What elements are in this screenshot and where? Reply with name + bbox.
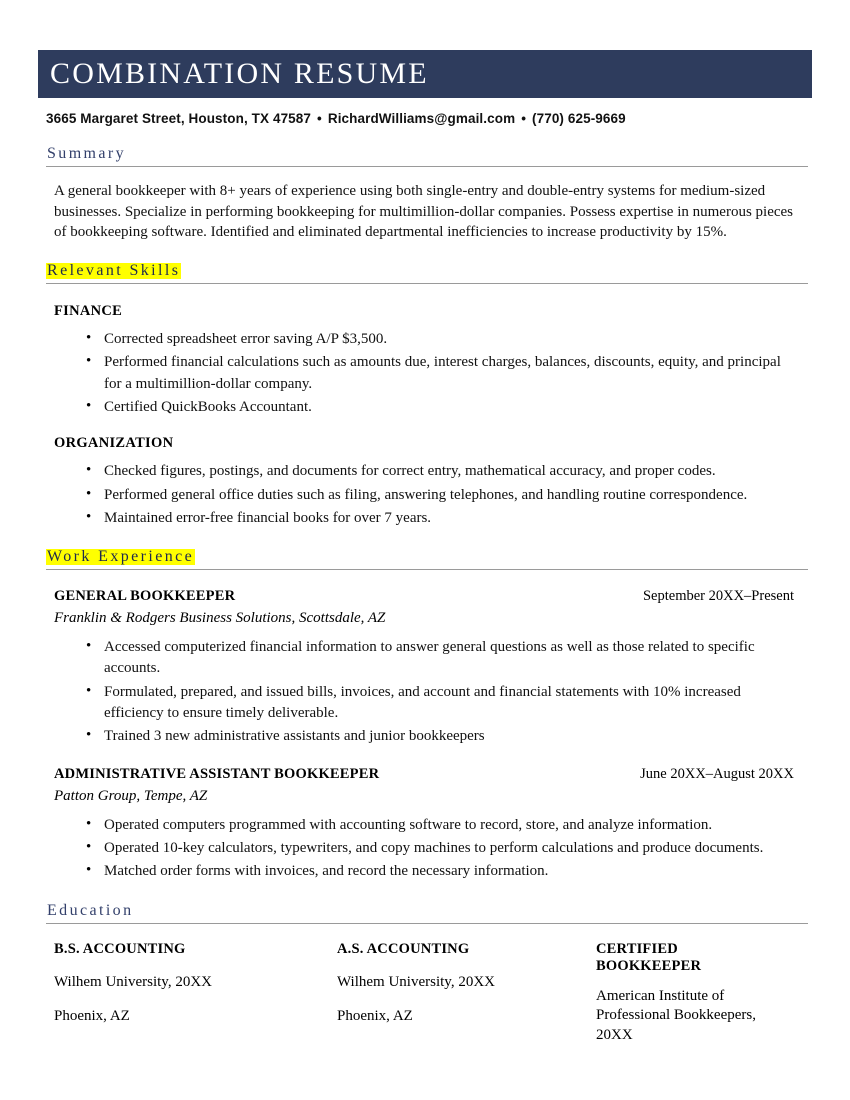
list-item: • Checked figures, postings, and documents for correct entry, mathematical accuracy, and proper codes. <box>54 461 794 482</box>
job-header-row <box>54 766 794 783</box>
list-item: • Operated 10-key calculators, typewriters, and copy machines to perform calculations and produce documents. <box>54 838 794 859</box>
section-heading-label: Work Experience <box>47 548 195 566</box>
contact-separator-1: • <box>317 111 322 126</box>
section-heading-work-experience <box>46 549 808 570</box>
education-degree: A.S. ACCOUNTING <box>337 940 470 957</box>
contact-email[interactable]: RichardWilliams@gmail.com <box>327 111 516 126</box>
section-heading-relevant-skills <box>46 263 808 284</box>
section-relevant-skills <box>38 263 812 529</box>
section-heading-label: Education <box>47 901 134 919</box>
education-entry <box>596 941 794 1046</box>
education-degree: CERTIFIED BOOKKEEPER <box>596 940 702 974</box>
skill-bullet-list <box>54 329 794 418</box>
education-entry <box>54 941 337 1046</box>
education-grid <box>54 941 794 1046</box>
job-company: Patton Group, Tempe, AZ <box>54 787 208 804</box>
contact-address: 3665 Margaret Street, Houston, TX 47587 <box>46 111 312 126</box>
summary-paragraph: A general bookkeeper with 8+ years of experience using both single-entry and double-entry systems for medium-sized businesses. Specialize in performing bookkeeping for multimillion-dollar companies. Possess expertise in numerous pieces of bookkeeping software. Identified and eliminated departmental inefficiencies to increase productivity by 15%. <box>54 183 794 241</box>
relevant-skills-body <box>46 303 808 529</box>
section-education <box>38 903 812 1046</box>
list-item: • Certified QuickBooks Accountant. <box>54 397 794 418</box>
list-item: • Performed financial calculations such as amounts due, interest charges, balances, discounts, equity, and principal for a multimillion-dollar company. <box>54 352 794 395</box>
skill-group-title: ORGANIZATION <box>54 435 174 452</box>
summary-body <box>46 181 808 243</box>
list-item: • Corrected spreadsheet error saving A/P $3,500. <box>54 329 794 350</box>
job-dates: September 20XX–Present <box>642 588 794 605</box>
name-banner <box>38 50 812 98</box>
list-item: • Formulated, prepared, and issued bills, invoices, and account and financial statements with 10% increased efficiency to ensure timely deliverable. <box>54 682 794 725</box>
list-item: • Accessed computerized financial information to answer general questions as well as those related to specific accounts. <box>54 637 794 680</box>
contact-phone: (770) 625-9669 <box>532 111 626 126</box>
job-title: ADMINISTRATIVE ASSISTANT BOOKKEEPER <box>54 765 380 782</box>
education-institution: Wilhem University, 20XX <box>54 973 212 990</box>
list-item: • Operated computers programmed with accounting software to record, store, and analyze information. <box>54 815 794 836</box>
skill-group-title: FINANCE <box>54 303 123 320</box>
education-location: Phoenix, AZ <box>54 1008 130 1025</box>
job-header-row <box>54 588 794 605</box>
list-item: • Matched order forms with invoices, and record the necessary information. <box>54 861 794 882</box>
contact-line <box>38 111 812 126</box>
section-summary <box>38 146 812 243</box>
list-item: • Maintained error-free financial books for over 7 years. <box>54 508 794 529</box>
section-heading-education <box>46 903 808 924</box>
contact-separator-2: • <box>521 111 527 126</box>
job-bullet-list <box>54 637 794 747</box>
work-experience-body <box>46 588 808 882</box>
job-entry <box>54 588 794 747</box>
job-bullet-list <box>54 815 794 883</box>
skill-group <box>54 435 794 529</box>
education-institution: Wilhem University, 20XX <box>337 973 495 990</box>
section-heading-label: Relevant Skills <box>47 262 181 280</box>
education-location: Phoenix, AZ <box>337 1008 413 1025</box>
skill-group <box>54 303 794 418</box>
section-heading-label: Summary <box>47 145 127 162</box>
list-item: • Performed general office duties such as filing, answering telephones, and handling routine correspondence. <box>54 485 794 506</box>
section-work-experience <box>38 549 812 882</box>
skill-bullet-list <box>54 461 794 529</box>
education-entry <box>337 941 596 1046</box>
education-institution: American Institute of Professional Bookkeepers, 20XX <box>596 987 756 1043</box>
list-item: • Trained 3 new administrative assistants and junior bookkeepers <box>54 726 794 747</box>
job-company: Franklin & Rodgers Business Solutions, Scottsdale, AZ <box>54 610 386 627</box>
education-degree: B.S. ACCOUNTING <box>54 940 186 957</box>
education-body <box>46 941 808 1046</box>
section-heading-summary <box>46 146 808 167</box>
resume-title: COMBINATION RESUME <box>50 57 429 90</box>
job-dates: June 20XX–August 20XX <box>640 765 794 782</box>
job-entry <box>54 766 794 883</box>
job-title: GENERAL BOOKKEEPER <box>54 588 236 605</box>
